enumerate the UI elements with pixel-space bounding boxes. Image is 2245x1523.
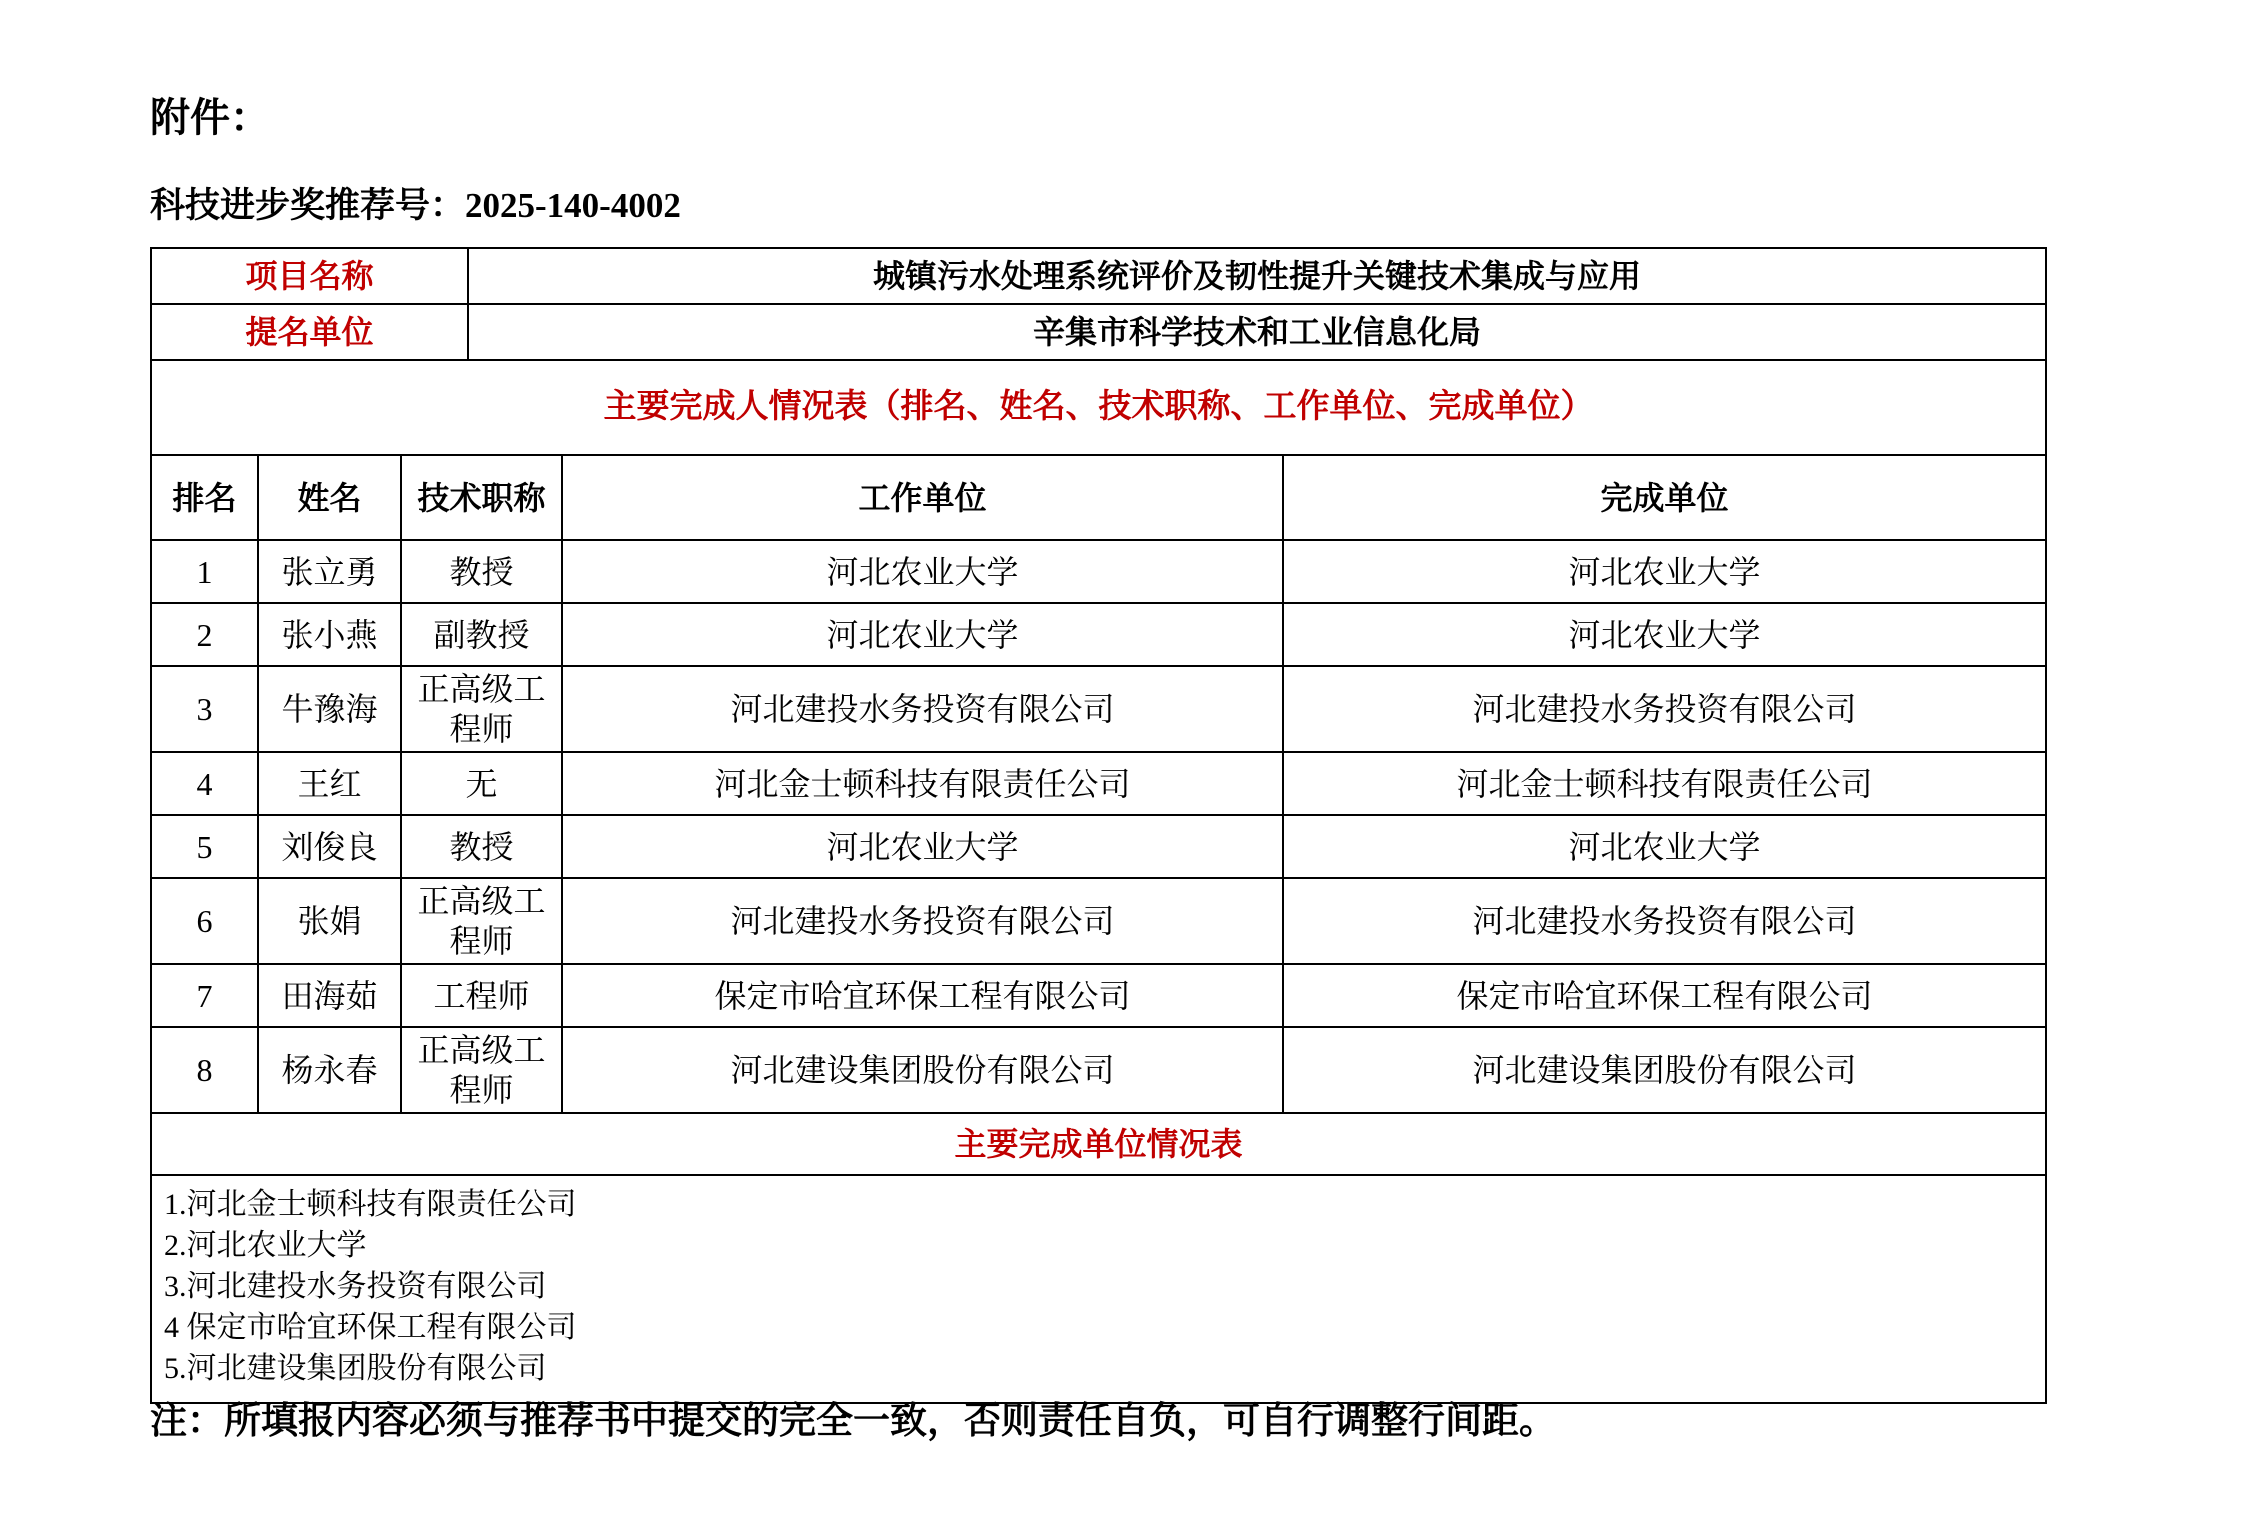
table-row [151,304,2046,360]
table-row [151,540,2046,603]
nominator-value: 辛集市科学技术和工业信息化局 [468,304,2046,360]
header-work-unit: 工作单位 [562,455,1283,540]
note-text: 注：所填报内容必须与推荐书中提交的完全一致，否则责任自负，可自行调整行间距。 [150,1401,1556,1442]
work-unit-cell: 河北建设集团股份有限公司 [562,1027,1283,1113]
name-cell: 王红 [258,752,401,815]
completion-unit-cell: 河北农业大学 [1283,540,2046,603]
rank-cell: 2 [151,603,258,666]
completion-unit-cell: 河北建投水务投资有限公司 [1283,666,2046,752]
award-number-value: 2025-140-4002 [465,186,681,225]
header-completion-unit: 完成单位 [1283,455,2046,540]
table-row [151,1113,2046,1175]
title-cell: 正高级工程师 [401,666,562,752]
table-row [151,666,2046,752]
completers-table-title: 主要完成人情况表（排名、姓名、技术职称、工作单位、完成单位） [151,360,2046,455]
units-table-title: 主要完成单位情况表 [151,1113,2046,1175]
units-list [151,1175,2046,1403]
name-cell: 杨永春 [258,1027,401,1113]
table-row [151,964,2046,1027]
title-cell: 教授 [401,540,562,603]
table-header-row [151,455,2046,540]
table-row [151,248,2046,304]
table-row [151,603,2046,666]
table-row [151,815,2046,878]
work-unit-cell: 河北农业大学 [562,603,1283,666]
nominator-label: 提名单位 [151,304,468,360]
rank-cell: 8 [151,1027,258,1113]
work-unit-cell: 河北建投水务投资有限公司 [562,666,1283,752]
completers-table [150,359,2047,1404]
completion-unit-cell: 保定市哈宜环保工程有限公司 [1283,964,2046,1027]
unit-item: 2.河北农业大学 [164,1229,367,1262]
title-cell: 正高级工程师 [401,878,562,964]
completion-unit-cell: 河北建投水务投资有限公司 [1283,878,2046,964]
rank-cell: 5 [151,815,258,878]
name-cell: 牛豫海 [258,666,401,752]
project-info-table [150,247,2047,361]
title-cell: 副教授 [401,603,562,666]
header-rank: 排名 [151,455,258,540]
main-table-area [150,247,2047,1404]
completion-unit-cell: 河北金士顿科技有限责任公司 [1283,752,2046,815]
name-cell: 刘俊良 [258,815,401,878]
completion-unit-cell: 河北农业大学 [1283,815,2046,878]
work-unit-cell: 河北农业大学 [562,540,1283,603]
name-cell: 张娟 [258,878,401,964]
title-cell: 教授 [401,815,562,878]
title-cell: 正高级工程师 [401,1027,562,1113]
name-cell: 张立勇 [258,540,401,603]
rank-cell: 6 [151,878,258,964]
table-row [151,360,2046,455]
completion-unit-cell: 河北农业大学 [1283,603,2046,666]
header-name: 姓名 [258,455,401,540]
work-unit-cell: 河北农业大学 [562,815,1283,878]
rank-cell: 7 [151,964,258,1027]
award-number-label: 科技进步奖推荐号： [150,186,466,225]
unit-item: 4 保定市哈宜环保工程有限公司 [164,1311,577,1344]
work-unit-cell: 保定市哈宜环保工程有限公司 [562,964,1283,1027]
table-row [151,878,2046,964]
table-row [151,1175,2046,1403]
project-name-value: 城镇污水处理系统评价及韧性提升关键技术集成与应用 [468,248,2046,304]
project-name-label: 项目名称 [151,248,468,304]
unit-item: 5.河北建设集团股份有限公司 [164,1352,547,1385]
name-cell: 张小燕 [258,603,401,666]
work-unit-cell: 河北金士顿科技有限责任公司 [562,752,1283,815]
work-unit-cell: 河北建投水务投资有限公司 [562,878,1283,964]
title-cell: 无 [401,752,562,815]
table-row [151,1027,2046,1113]
rank-cell: 4 [151,752,258,815]
rank-cell: 1 [151,540,258,603]
rank-cell: 3 [151,666,258,752]
unit-item: 1.河北金士顿科技有限责任公司 [164,1188,577,1221]
award-number-line [150,178,681,228]
name-cell: 田海茹 [258,964,401,1027]
completion-unit-cell: 河北建设集团股份有限公司 [1283,1027,2046,1113]
unit-item: 3.河北建投水务投资有限公司 [164,1270,547,1303]
title-cell: 工程师 [401,964,562,1027]
header-tech-title: 技术职称 [401,455,562,540]
attachment-label: 附件： [150,95,270,140]
table-row [151,752,2046,815]
